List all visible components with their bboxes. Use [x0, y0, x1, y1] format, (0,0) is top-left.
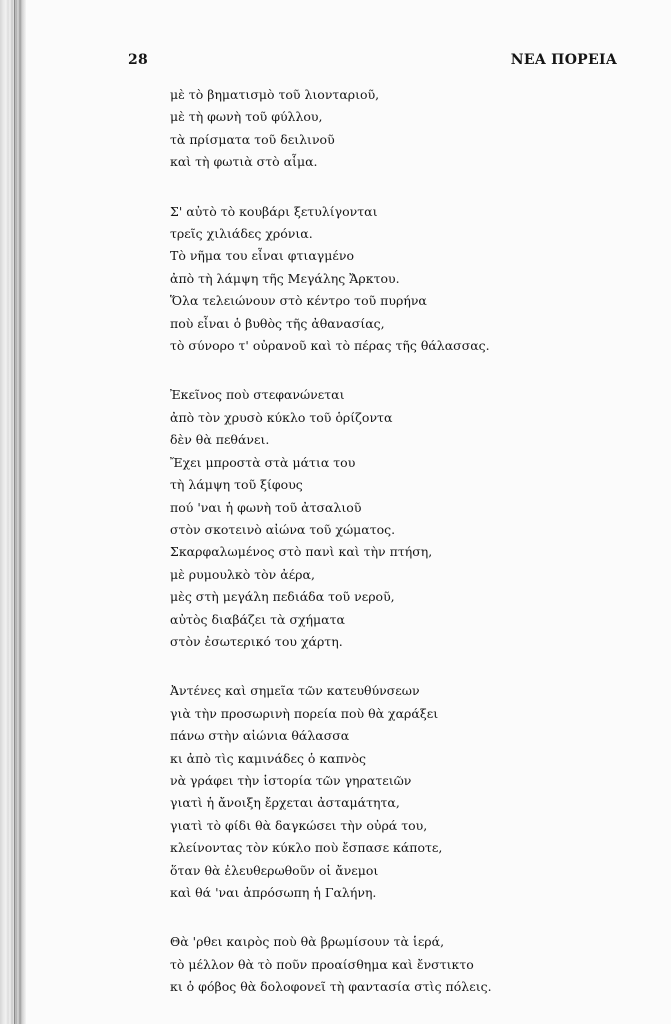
poem-line: μὲ ρυμουλκὸ τὸν ἀέρα, — [170, 566, 315, 582]
poem-line: τὰ πρίσματα τοῦ δειλινοῦ — [170, 131, 335, 147]
poem-line: καὶ θά 'ναι ἀπρόσωπη ἡ Γαλήνη. — [170, 885, 377, 900]
stanza-1 — [170, 84, 640, 174]
poem-line: Τὸ νῆμα του εἶναι φτιαγμένο — [170, 248, 354, 264]
stanza-5 — [170, 931, 640, 998]
poem-line: πού 'ναι ἡ φωνὴ τοῦ ἀτσαλιοῦ — [170, 499, 362, 515]
poem-line: κλείνοντας τὸν κύκλο ποὺ ἔσπασε κάποτε, — [170, 840, 443, 856]
running-head: ΝΕΑ ΠΟΡΕΙΑ — [510, 52, 617, 68]
poem-line: τὴ λάμψη τοῦ ξίφους — [170, 477, 303, 493]
poem-line: Ἔχει μπροστὰ στὰ μάτια του — [170, 454, 356, 470]
poem-line: ἀπὸ τὴ λάμψη τῆς Μεγάλης Ἄρκτου. — [170, 270, 400, 286]
poem-line: Ἐκεῖνος ποὺ στεφανώνεται — [170, 387, 345, 403]
poem-line: ποὺ εἶναι ὁ βυθὸς τῆς ἀθανασίας, — [170, 315, 385, 331]
poem-line: ἀπὸ τὸν χρυσὸ κύκλο τοῦ ὁρίζοντα — [170, 409, 393, 425]
poem-line: Θὰ 'ρθει καιρὸς ποὺ θὰ βρωμίσουν τὰ ἱερά, — [170, 934, 445, 950]
poem-line: Ἀντένες καὶ σημεῖα τῶν κατευθύνσεων — [170, 683, 420, 699]
poem-line: γιατὶ τὸ φίδι θὰ δαγκώσει τὴν οὐρά του, — [170, 817, 428, 833]
poem-line: τρεῖς χιλιάδες χρόνια. — [170, 226, 313, 242]
stanza-2 — [170, 201, 640, 358]
poem-body — [170, 84, 640, 1026]
scan-gutter-edge — [0, 0, 26, 1024]
poem-line: γιατὶ ἡ ἄνοιξη ἔρχεται ἀσταμάτητα, — [170, 795, 400, 811]
poem-line: μὲς στὴ μεγάλη πεδιάδα τοῦ νεροῦ, — [170, 589, 395, 605]
poem-line: Ὅλα τελειώνουν στὸ κέντρο τοῦ πυρήνα — [170, 293, 427, 309]
poem-line: στὸν ἐσωτερικό του χάρτη. — [170, 633, 343, 649]
poem-line: δὲν θὰ πεθάνει. — [170, 432, 270, 448]
poem-line: καὶ τὴ φωτιὰ στὸ αἷμα. — [170, 154, 318, 170]
poem-line: ὅταν θὰ ἐλευθερωθοῦν οἱ ἄνεμοι — [170, 862, 379, 878]
poem-line: αὐτὸς διαβάζει τὰ σχήματα — [170, 611, 345, 627]
poem-line: Σ' αὐτὸ τὸ κουβάρι ξετυλίγονται — [170, 203, 378, 219]
poem-line: νὰ γράφει τὴν ἱστορία τῶν γηρατειῶν — [170, 772, 412, 788]
poem-line: κι ὁ φόβος θὰ δολοφονεῖ τὴ φαντασία στὶς πόλεις. — [170, 979, 492, 995]
poem-line: κι ἀπὸ τὶς καμινάδες ὁ καπνὸς — [170, 750, 367, 766]
poem-line: στὸν σκοτεινὸ αἰώνα τοῦ χώματος. — [170, 521, 396, 537]
poem-line: πάνω στὴν αἰώνια θάλασσα — [170, 728, 350, 744]
page-number: 28 — [128, 52, 148, 68]
poem-line: μὲ τὸ βηματισμὸ τοῦ λιονταριοῦ, — [170, 87, 380, 102]
poem-line: Σκαρφαλωμένος στὸ πανὶ καὶ τὴν πτήση, — [170, 544, 433, 560]
gutter-line — [14, 0, 15, 1024]
poem-line: γιὰ τὴν προσωρινὴ πορεία ποὺ θὰ χαράξει — [170, 705, 439, 721]
stanza-4 — [170, 680, 640, 904]
poem-line: μὲ τὴ φωνὴ τοῦ φύλλου, — [170, 109, 323, 125]
poem-line: τὸ μέλλον θὰ τὸ ποῦν προαίσθημα καὶ ἔνστικτο — [170, 956, 474, 972]
poem-line: τὸ σύνορο τ' οὐρανοῦ καὶ τὸ πέρας τῆς θάλασσας. — [170, 338, 490, 354]
stanza-3 — [170, 384, 640, 653]
